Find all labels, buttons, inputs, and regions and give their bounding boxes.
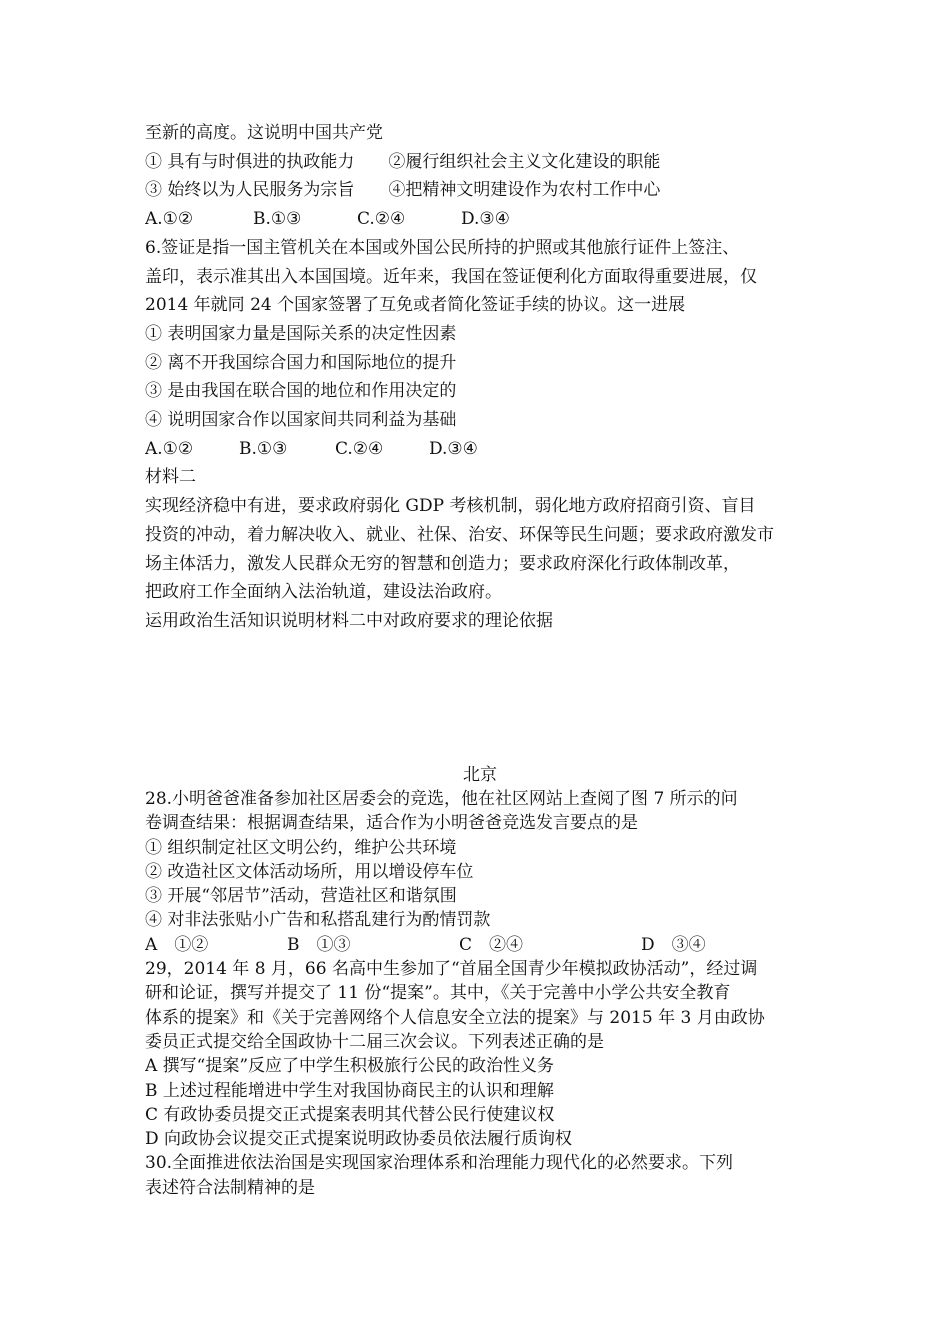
answer-option: A.①② xyxy=(145,209,194,230)
q5-answer-options xyxy=(145,205,815,234)
answer-option: C.②④ xyxy=(357,209,406,230)
answer-option: D.③④ xyxy=(461,209,510,230)
option-line: D 向政协会议提交正式提案说明政协委员依法履行质询权 xyxy=(145,1129,573,1150)
question-28-line: 28.小明爸爸准备参加社区居委会的竞选，他在社区网站上查阅了图 7 所示的问 xyxy=(145,789,738,809)
question-29-line: 委员正式提交给全国政协十二届三次会议。下列表述正确的是 xyxy=(145,1031,604,1052)
q6-answer-options xyxy=(145,435,815,464)
question-29-line: 体系的提案》和《关于完善网络个人信息安全立法的提案》与 2015 年 3 月由政协 xyxy=(145,1007,765,1028)
answer-option: A.①② xyxy=(145,438,194,459)
material-line: 投资的冲动，着力解决收入、就业、社保、治安、环保等民生问题；要求政府激发市 xyxy=(145,524,774,545)
material-line: 实现经济稳中有进，要求政府弱化 GDP 考核机制，弱化地方政府招商引资、盲目 xyxy=(145,496,756,517)
answer-option: D ③④ xyxy=(641,934,706,955)
option-line: ③ 始终以为人民服务为宗旨 ④把精神文明建设作为农村工作中心 xyxy=(145,180,661,201)
option-line: ① 组织制定社区文明公约，维护公共环境 xyxy=(145,837,457,858)
answer-option: B ①③ xyxy=(287,934,351,955)
option-line: ① 具有与时俱进的执政能力 ②履行组织社会主义文化建设的职能 xyxy=(145,151,661,172)
material-line: 把政府工作全面纳入法治轨道，建设法治政府。 xyxy=(145,582,502,603)
option-line: A 撰写“提案”反应了中学生积极旅行公民的政治性义务 xyxy=(145,1056,555,1077)
option-line: ② 改造社区文体活动场所，用以增设停车位 xyxy=(145,861,474,882)
section-heading: 北京 xyxy=(463,765,497,785)
option-line: B 上述过程能增进中学生对我国协商民主的认识和理解 xyxy=(145,1080,554,1101)
option-line: ① 表明国家力量是国际关系的决定性因素 xyxy=(145,323,457,344)
material-heading: 材料二 xyxy=(145,467,196,488)
option-line: ④ 说明国家合作以国家间共同利益为基础 xyxy=(145,410,457,431)
question-28-line: 卷调查结果：根据调查结果，适合作为小明爸爸竞选发言要点的是 xyxy=(145,813,638,834)
answer-option: C.②④ xyxy=(335,438,384,459)
question-29-line: 29，2014 年 8 月，66 名高中生参加了“首届全国青少年模拟政协活动”，经过调 xyxy=(145,959,758,980)
option-line: C 有政协委员提交正式提案表明其代替公民行使建议权 xyxy=(145,1104,555,1125)
option-line: ② 离不开我国综合国力和国际地位的提升 xyxy=(145,352,457,373)
question-6-line: 2014 年就同 24 个国家签署了互免或者简化签证手续的协议。这一进展 xyxy=(145,295,686,316)
question-6-line: 盖印，表示准其出入本国国境。近年来，我国在签证便利化方面取得重要进展，仅 xyxy=(145,266,757,287)
option-line: ④ 对非法张贴小广告和私搭乱建行为酌情罚款 xyxy=(145,910,491,931)
question-prompt: 运用政治生活知识说明材料二中对政府要求的理论依据 xyxy=(145,610,553,631)
material-line: 场主体活力，激发人民群众无穷的智慧和创造力；要求政府深化行政体制改革， xyxy=(145,553,740,574)
q28-answer-options xyxy=(145,933,815,957)
answer-option: D.③④ xyxy=(429,438,478,459)
option-line: ③ 是由我国在联合国的地位和作用决定的 xyxy=(145,381,457,402)
answer-option: B.①③ xyxy=(239,438,288,459)
question-29-line: 研和论证，撰写并提交了 11 份“提案”。其中，《关于完善中小学公共安全教育 xyxy=(145,983,731,1004)
question-6-line: 6.签证是指一国主管机关在本国或外国公民所持的护照或其他旅行证件上签注、 xyxy=(145,237,740,258)
answer-option: B.①③ xyxy=(253,209,302,230)
question-30-line: 30.全面推进依法治国是实现国家治理体系和治理能力现代化的必然要求。下列 xyxy=(145,1153,734,1174)
section-heading-container xyxy=(145,761,815,790)
answer-option: A ①② xyxy=(145,934,209,955)
section-two xyxy=(145,787,815,1200)
text-line: 至新的高度。这说明中国共产党 xyxy=(145,123,383,143)
answer-option: C ②④ xyxy=(459,934,524,955)
question-30-line: 表述符合法制精神的是 xyxy=(145,1177,315,1198)
option-line: ③ 开展“邻居节”活动，营造社区和谐氛围 xyxy=(145,886,457,907)
section-one xyxy=(145,119,815,636)
